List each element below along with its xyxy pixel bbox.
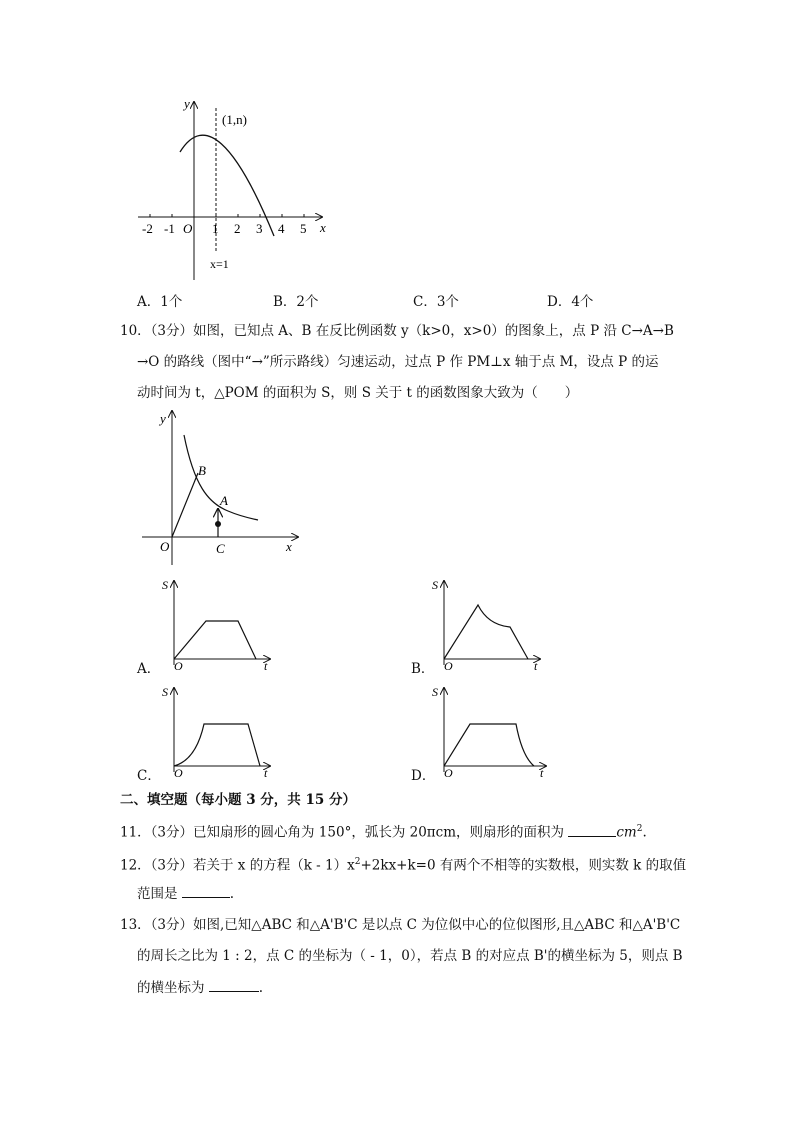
q12-line-2 bbox=[137, 883, 234, 904]
q13-line-3 bbox=[137, 977, 263, 998]
q12-text-a: 12．（3分）若关于 x 的方程（k - 1）x bbox=[120, 857, 355, 874]
t-axis-label: t bbox=[534, 659, 538, 670]
q12-text-b: +2kx+k=0 有两个不相等的实数根，则实数 k 的取值 bbox=[360, 857, 687, 874]
q10-option-a: A． bbox=[137, 661, 161, 677]
q11-unit-exponent: 2 bbox=[636, 824, 643, 834]
tick-label: -1 bbox=[164, 221, 175, 236]
q11-line bbox=[120, 819, 647, 843]
q12-end: . bbox=[229, 886, 235, 902]
symmetry-axis-label: x=1 bbox=[210, 257, 229, 271]
t-axis-label: t bbox=[264, 766, 268, 777]
option-c-graph bbox=[160, 682, 280, 777]
answer-blank[interactable] bbox=[568, 822, 616, 837]
q10-option-b: B． bbox=[411, 661, 435, 677]
s-curve bbox=[174, 724, 260, 766]
option-d-graph bbox=[430, 682, 555, 777]
q12-line-1 bbox=[120, 852, 686, 876]
q13-line-1: 13．（3分）如图,已知△ABC 和△A'B'C 是以点 C 为位似中心的位似图形,且△ABC 和△A'B'C bbox=[120, 917, 681, 933]
q11-text: 11．（3分）已知扇形的圆心角为 150°，弧长为 20πcm，则扇形的面积为 bbox=[120, 824, 565, 841]
q11-unit: cm bbox=[616, 824, 637, 841]
option-a-graph bbox=[160, 575, 280, 670]
q9-parabola-graph bbox=[130, 90, 350, 285]
point-p bbox=[215, 521, 221, 527]
answer-blank[interactable] bbox=[209, 977, 259, 992]
q13-line-2: 的周长之比为 1 : 2，点 C 的坐标为（ - 1，0），若点 B 的对应点 B'的横坐标为 5，则点 B bbox=[137, 948, 683, 964]
q13-line-3-text: 的横坐标为 bbox=[137, 980, 205, 996]
q10-line-3: 动时间为 t，△POM 的面积为 S，则 S 关于 t 的函数图象大致为（ ） bbox=[137, 385, 579, 401]
tick-label: 3 bbox=[256, 221, 263, 236]
origin-label: O bbox=[444, 766, 453, 777]
q10-line-2: →O 的路线（图中“→”所示路线）匀速运动，过点 P 作 PM⊥x 轴于点 M，设点 P 的运 bbox=[137, 354, 659, 370]
q9-option-c: C．3个 bbox=[413, 294, 459, 310]
y-axis-label: y bbox=[184, 96, 190, 111]
s-axis-label: S bbox=[432, 685, 438, 699]
q10-option-c: C． bbox=[137, 768, 161, 784]
x-axis-label: x bbox=[320, 220, 326, 235]
point-b-label: B bbox=[198, 463, 206, 478]
s-axis-label: S bbox=[162, 685, 168, 699]
q10-line-1: 10．（3分）如图，已知点 A、B 在反比例函数 y（k>0，x>0）的图象上，点 P 沿 C→A→B bbox=[120, 323, 674, 339]
tick-label: 1 bbox=[212, 221, 219, 236]
s-curve bbox=[444, 724, 534, 766]
origin-label: O bbox=[174, 659, 183, 670]
tick-label: 2 bbox=[234, 221, 241, 236]
origin-label: O bbox=[444, 659, 453, 670]
section-heading: 二、填空题（每小题 3 分，共 15 分） bbox=[120, 792, 356, 808]
s-axis-label: S bbox=[432, 578, 438, 592]
option-b-graph bbox=[430, 575, 550, 670]
t-axis-label: t bbox=[540, 766, 544, 777]
q10-option-d: D． bbox=[411, 768, 436, 784]
segment-ob bbox=[172, 473, 198, 537]
y-axis-label: y bbox=[160, 411, 166, 426]
x-axis-label: x bbox=[286, 539, 292, 554]
s-axis-label: S bbox=[162, 578, 168, 592]
tick-label: -2 bbox=[142, 221, 153, 236]
q9-option-d: D．4个 bbox=[547, 294, 594, 310]
point-a-label: A bbox=[220, 493, 228, 508]
s-curve bbox=[174, 621, 256, 659]
t-axis-label: t bbox=[264, 659, 268, 670]
point-c-label: C bbox=[216, 541, 225, 556]
q12-line-2-text: 范围是 bbox=[137, 886, 178, 902]
q12-exponent: 2 bbox=[354, 857, 361, 867]
tick-label: 4 bbox=[278, 221, 285, 236]
origin-label: O bbox=[174, 766, 183, 777]
q13-end: . bbox=[258, 980, 264, 996]
s-curve bbox=[444, 605, 528, 659]
q9-option-a: A．1个 bbox=[137, 294, 183, 310]
tick-label: 5 bbox=[300, 221, 307, 236]
q11-end: . bbox=[642, 824, 647, 841]
q10-hyperbola-figure bbox=[138, 405, 308, 570]
q9-option-b: B．2个 bbox=[273, 294, 319, 310]
origin-label: O bbox=[160, 539, 170, 554]
vertex-label: (1,n) bbox=[222, 112, 247, 127]
origin-label: O bbox=[183, 221, 193, 236]
answer-blank[interactable] bbox=[182, 883, 230, 898]
